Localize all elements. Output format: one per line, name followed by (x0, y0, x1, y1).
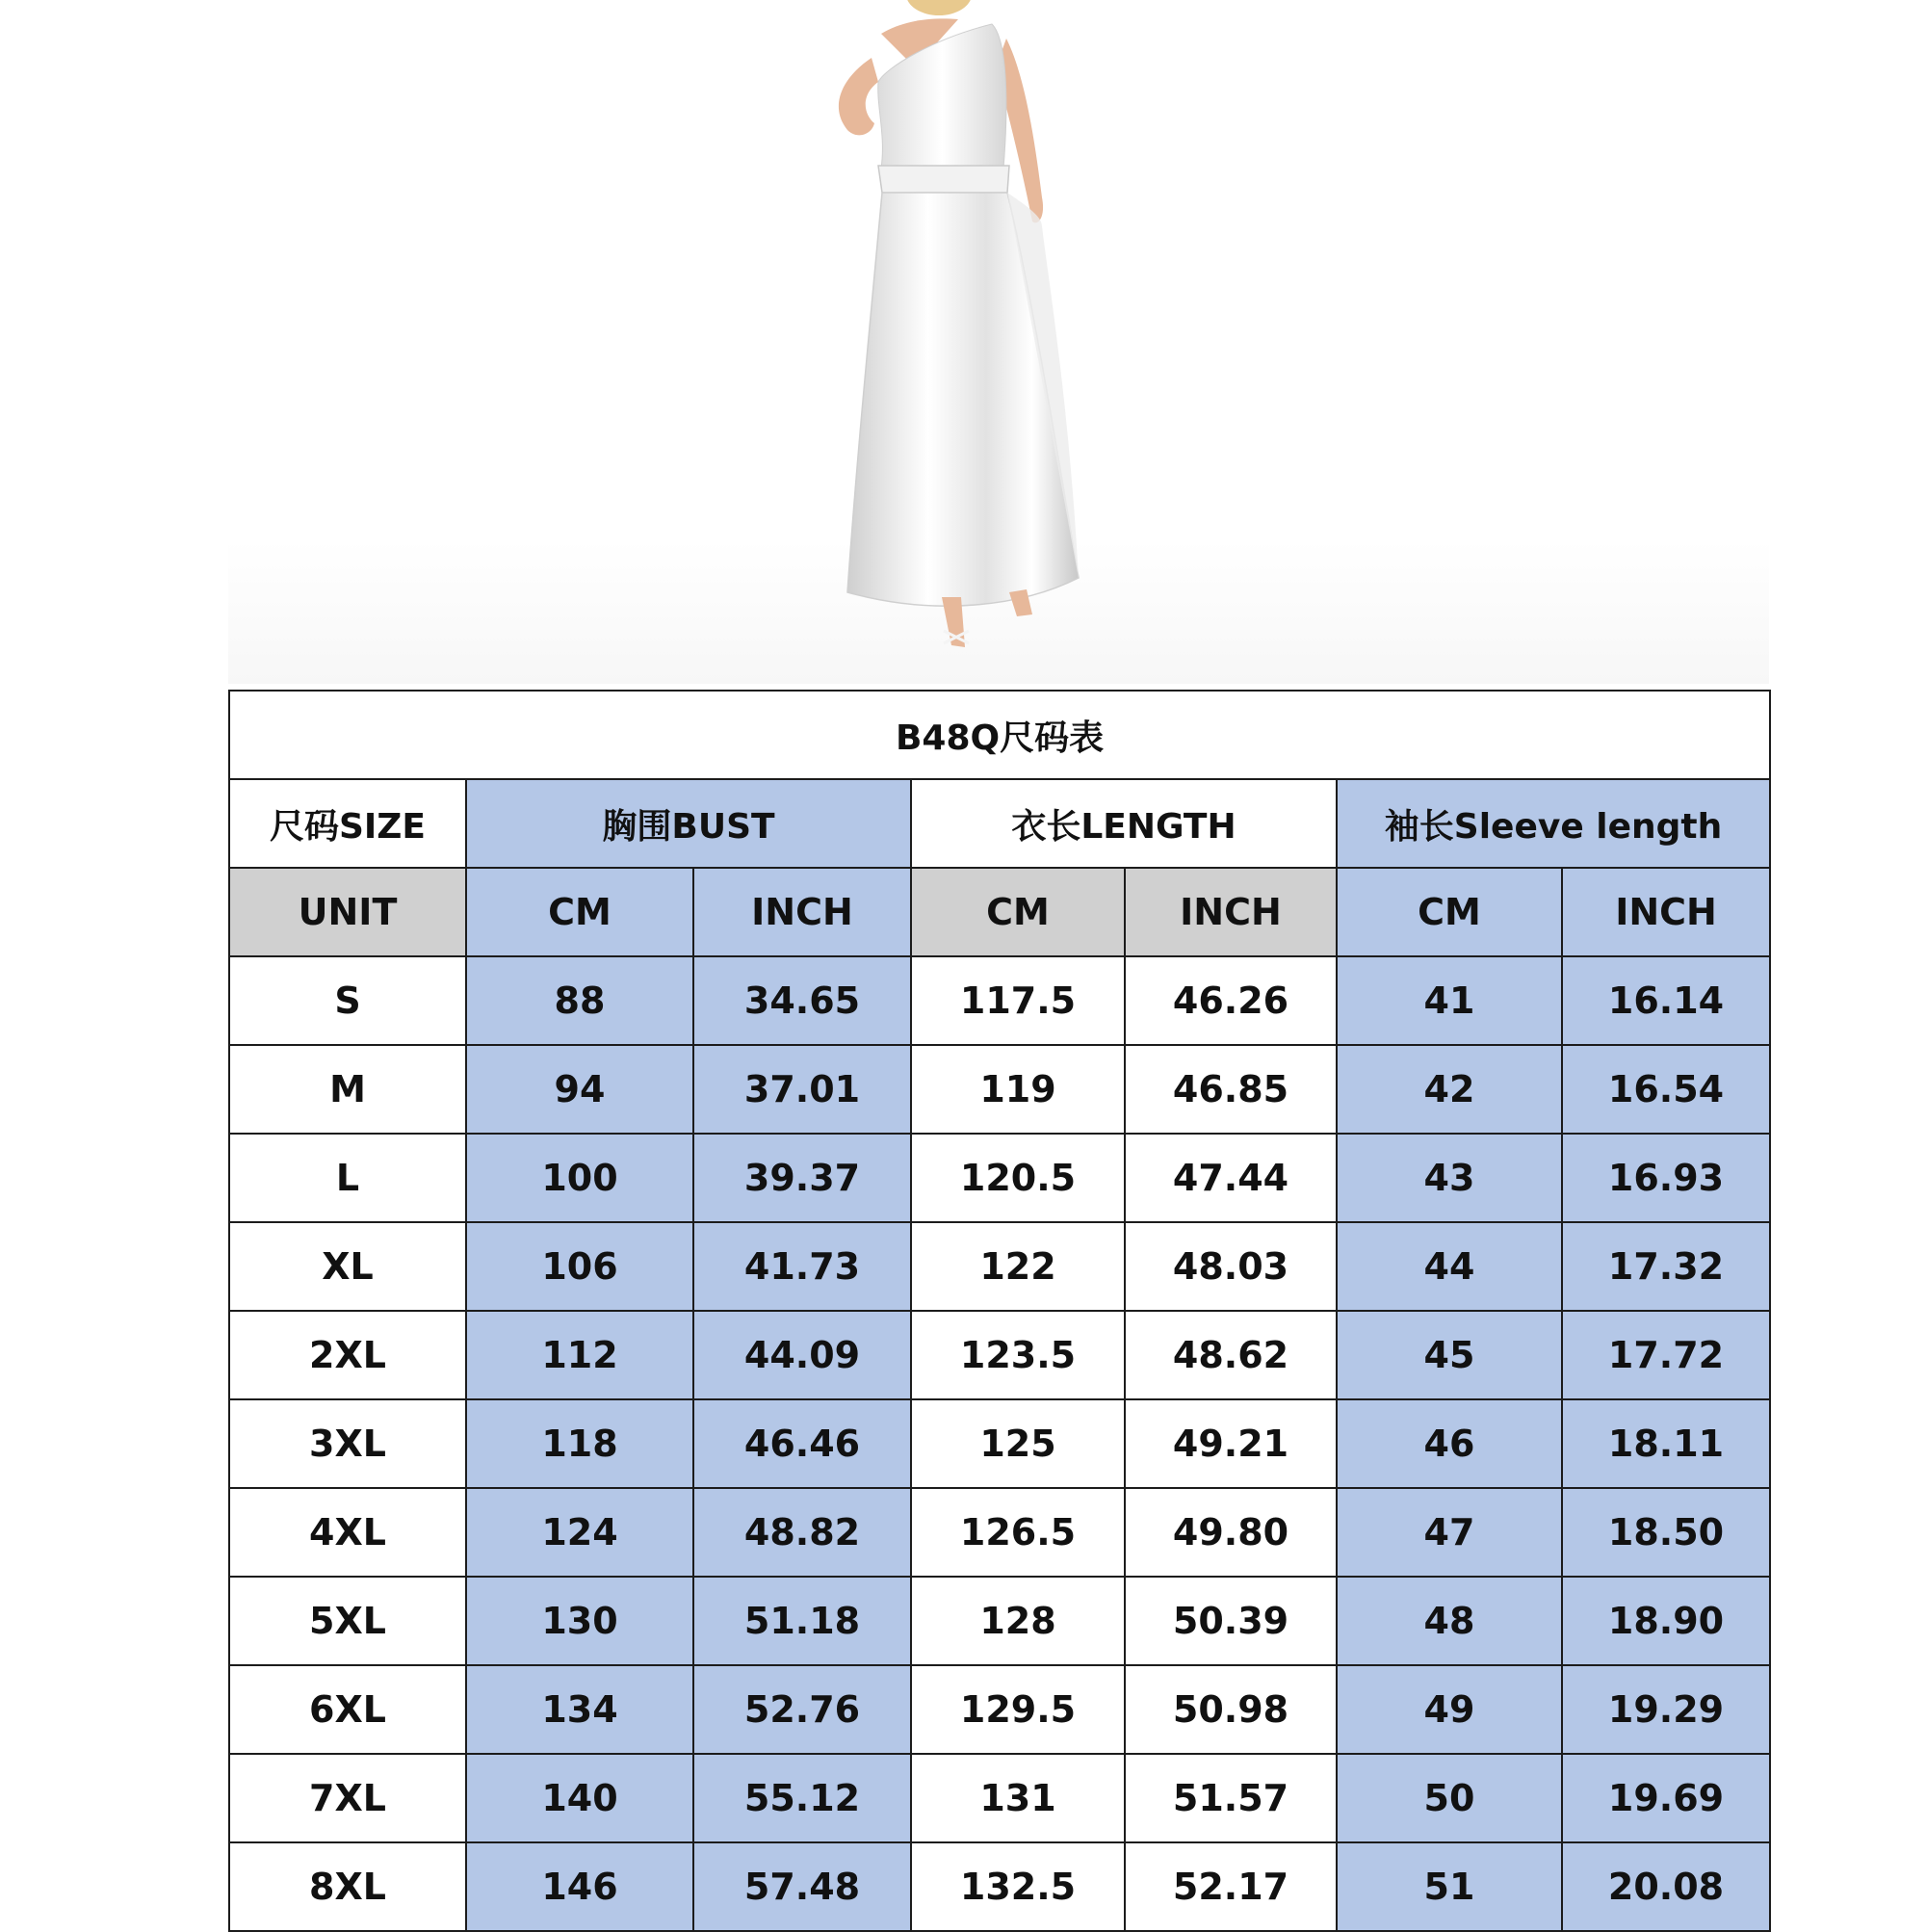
length-inch-cell: 48.03 (1125, 1222, 1337, 1311)
bust-cm-cell: 88 (466, 956, 693, 1045)
table-title: B48Q尺码表 (229, 691, 1770, 779)
length-inch-cell: 48.62 (1125, 1311, 1337, 1399)
table-row (229, 1665, 1770, 1754)
sleeve-inch-cell: 18.11 (1562, 1399, 1770, 1488)
length-inch-cell: 49.21 (1125, 1399, 1337, 1488)
length-cm-cell: 132.5 (911, 1842, 1125, 1931)
table-row (229, 1311, 1770, 1399)
bust-cm-unit: CM (466, 868, 693, 956)
bust-inch-cell: 41.73 (693, 1222, 911, 1311)
sleeve-inch-cell: 20.08 (1562, 1842, 1770, 1931)
bust-inch-cell: 44.09 (693, 1311, 911, 1399)
table-row (229, 1842, 1770, 1931)
length-inch-cell: 50.39 (1125, 1577, 1337, 1665)
sleeve-cm-cell: 47 (1337, 1488, 1562, 1577)
length-cm-cell: 120.5 (911, 1134, 1125, 1222)
bust-inch-cell: 39.37 (693, 1134, 911, 1222)
size-cell: S (229, 956, 466, 1045)
length-inch-cell: 46.85 (1125, 1045, 1337, 1134)
size-cell: 5XL (229, 1577, 466, 1665)
bust-cm-cell: 100 (466, 1134, 693, 1222)
length-inch-cell: 47.44 (1125, 1134, 1337, 1222)
bust-inch-cell: 52.76 (693, 1665, 911, 1754)
sleeve-length-header: 袖长Sleeve length (1337, 779, 1770, 868)
sleeve-cm-cell: 42 (1337, 1045, 1562, 1134)
length-cm-cell: 131 (911, 1754, 1125, 1842)
table-row (229, 956, 1770, 1045)
size-header: 尺码SIZE (229, 779, 466, 868)
bust-cm-cell: 146 (466, 1842, 693, 1931)
sleeve-cm-cell: 51 (1337, 1842, 1562, 1931)
bust-inch-unit: INCH (693, 868, 911, 956)
length-cm-cell: 122 (911, 1222, 1125, 1311)
table-row (229, 1045, 1770, 1134)
table-row (229, 1754, 1770, 1842)
unit-label: UNIT (229, 868, 466, 956)
length-header: 衣长LENGTH (911, 779, 1337, 868)
table-row (229, 1222, 1770, 1311)
length-cm-cell: 128 (911, 1577, 1125, 1665)
sleeve-cm-cell: 50 (1337, 1754, 1562, 1842)
size-cell: 7XL (229, 1754, 466, 1842)
bust-cm-cell: 94 (466, 1045, 693, 1134)
size-cell: 6XL (229, 1665, 466, 1754)
bust-inch-cell: 46.46 (693, 1399, 911, 1488)
bust-inch-cell: 55.12 (693, 1754, 911, 1842)
group-header-row (229, 779, 1770, 868)
size-rows (229, 956, 1770, 1931)
length-cm-cell: 125 (911, 1399, 1125, 1488)
sleeve-cm-cell: 46 (1337, 1399, 1562, 1488)
size-cell: XL (229, 1222, 466, 1311)
size-cell: M (229, 1045, 466, 1134)
sleeve-inch-cell: 16.54 (1562, 1045, 1770, 1134)
sleeve-inch-unit: INCH (1562, 868, 1770, 956)
sleeve-cm-cell: 43 (1337, 1134, 1562, 1222)
length-cm-cell: 129.5 (911, 1665, 1125, 1754)
bust-cm-cell: 106 (466, 1222, 693, 1311)
length-cm-unit: CM (911, 868, 1125, 956)
bust-cm-cell: 112 (466, 1311, 693, 1399)
table-row (229, 1577, 1770, 1665)
size-cell: 4XL (229, 1488, 466, 1577)
sleeve-inch-cell: 16.93 (1562, 1134, 1770, 1222)
sleeve-inch-cell: 17.72 (1562, 1311, 1770, 1399)
size-cell: L (229, 1134, 466, 1222)
size-cell: 8XL (229, 1842, 466, 1931)
bust-inch-cell: 57.48 (693, 1842, 911, 1931)
size-cell: 2XL (229, 1311, 466, 1399)
bust-cm-cell: 134 (466, 1665, 693, 1754)
table-row (229, 1134, 1770, 1222)
title-row (229, 691, 1770, 779)
length-inch-cell: 49.80 (1125, 1488, 1337, 1577)
sleeve-cm-cell: 45 (1337, 1311, 1562, 1399)
size-cell: 3XL (229, 1399, 466, 1488)
sleeve-inch-cell: 19.29 (1562, 1665, 1770, 1754)
bust-cm-cell: 130 (466, 1577, 693, 1665)
bust-cm-cell: 124 (466, 1488, 693, 1577)
bust-inch-cell: 34.65 (693, 956, 911, 1045)
sleeve-inch-cell: 18.50 (1562, 1488, 1770, 1577)
length-cm-cell: 119 (911, 1045, 1125, 1134)
length-inch-cell: 51.57 (1125, 1754, 1337, 1842)
length-inch-cell: 52.17 (1125, 1842, 1337, 1931)
unit-row (229, 868, 1770, 956)
length-inch-cell: 46.26 (1125, 956, 1337, 1045)
bust-header: 胸围BUST (466, 779, 911, 868)
sleeve-inch-cell: 17.32 (1562, 1222, 1770, 1311)
sleeve-inch-cell: 18.90 (1562, 1577, 1770, 1665)
table-row (229, 1488, 1770, 1577)
bust-cm-cell: 140 (466, 1754, 693, 1842)
length-cm-cell: 123.5 (911, 1311, 1125, 1399)
size-chart-table (228, 690, 1771, 1932)
sleeve-cm-cell: 44 (1337, 1222, 1562, 1311)
length-inch-cell: 50.98 (1125, 1665, 1337, 1754)
length-cm-cell: 126.5 (911, 1488, 1125, 1577)
bust-inch-cell: 48.82 (693, 1488, 911, 1577)
sleeve-inch-cell: 16.14 (1562, 956, 1770, 1045)
dress-model-image (790, 0, 1194, 674)
bust-cm-cell: 118 (466, 1399, 693, 1488)
bust-inch-cell: 51.18 (693, 1577, 911, 1665)
sleeve-cm-cell: 48 (1337, 1577, 1562, 1665)
length-inch-unit: INCH (1125, 868, 1337, 956)
bust-inch-cell: 37.01 (693, 1045, 911, 1134)
sleeve-cm-cell: 41 (1337, 956, 1562, 1045)
sleeve-cm-unit: CM (1337, 868, 1562, 956)
sleeve-cm-cell: 49 (1337, 1665, 1562, 1754)
table-row (229, 1399, 1770, 1488)
sleeve-inch-cell: 19.69 (1562, 1754, 1770, 1842)
length-cm-cell: 117.5 (911, 956, 1125, 1045)
